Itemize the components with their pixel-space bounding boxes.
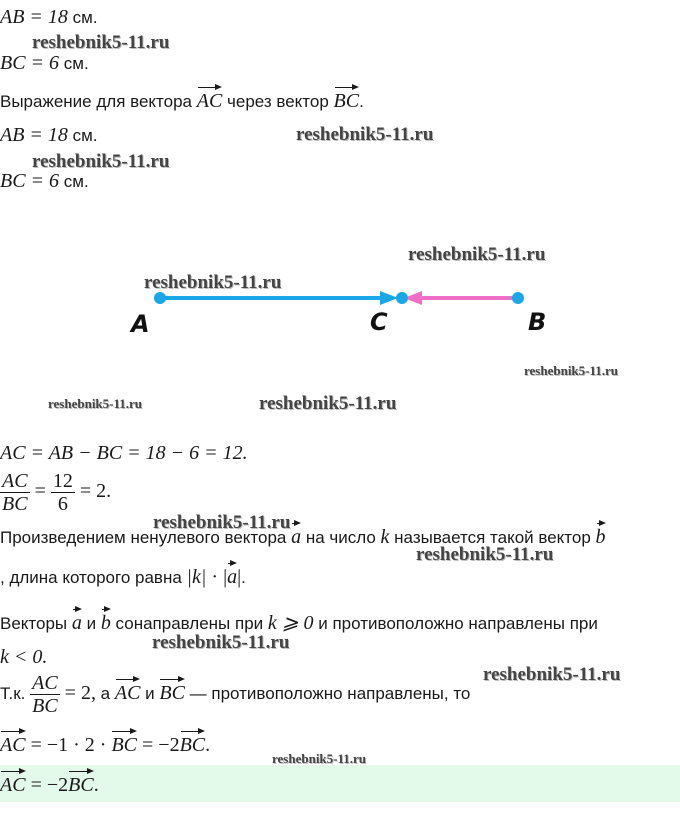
answer-box — [0, 765, 680, 802]
prop-text: сонаправлены при — [110, 614, 268, 633]
def-text: называется такой вектор — [389, 528, 596, 547]
frac-num: AC — [2, 470, 28, 492]
calc-ratio — [0, 470, 111, 515]
prop-text: Векторы — [0, 614, 72, 633]
vector-bc: BC — [68, 768, 94, 797]
def-text: , длина которого равна — [0, 568, 187, 587]
result-line — [0, 728, 210, 757]
fraction-12-6 — [51, 470, 75, 515]
property-line-2 — [0, 646, 47, 669]
label-b: B — [528, 308, 547, 336]
label-a: A — [131, 310, 150, 338]
vector-a: a — [291, 520, 301, 549]
answer-line — [0, 768, 99, 797]
result-end: . — [205, 734, 211, 756]
frac-num: AC — [32, 672, 58, 694]
unit-cm: см. — [67, 126, 98, 145]
given-bc — [0, 52, 89, 75]
math-abs-k: |k| — [186, 566, 207, 588]
math-cond-1: k ⩾ 0 — [267, 612, 314, 634]
math-ab: AB = 18 — [0, 6, 68, 28]
since-line — [0, 672, 470, 717]
vector-a: a — [72, 606, 82, 635]
frac-den: BC — [2, 493, 28, 515]
vector-bc: BC — [111, 728, 137, 757]
vector-bc: BC — [334, 84, 360, 113]
fraction-ac-bc — [30, 672, 60, 717]
vector-a: a — [227, 560, 237, 589]
equals: = — [29, 479, 51, 502]
result-eq: = −2 — [137, 734, 180, 756]
dot: · — [206, 566, 224, 588]
vector-ac: AC — [0, 768, 26, 797]
vector-b: b — [596, 520, 606, 549]
watermark: reshebnik5-11.ru — [32, 151, 170, 172]
label-c: C — [370, 308, 388, 336]
vector-ac: AC — [197, 84, 223, 113]
given-ab — [0, 6, 98, 29]
frac-num: 12 — [52, 470, 73, 492]
math-ac-eq: AC = AB − BC = 18 − 6 = 12. — [0, 442, 248, 464]
since-text: — противоположно направлены, то — [184, 683, 471, 703]
math-cond-2: k < 0. — [0, 646, 48, 668]
vector-bc: BC — [159, 676, 185, 705]
watermark: reshebnik5-11.ru — [32, 32, 170, 53]
watermark: reshebnik5-11.ru — [296, 124, 434, 145]
answer-end: . — [93, 774, 99, 796]
given-ab-2 — [0, 124, 98, 147]
fraction-ac-bc — [0, 470, 30, 515]
watermark: reshebnik5-11.ru — [483, 664, 621, 685]
vector-ac: AC — [0, 728, 26, 757]
answer-mid: = −2 — [25, 774, 69, 796]
vector-bc: BC — [180, 728, 206, 757]
watermark: reshebnik5-11.ru — [416, 544, 554, 565]
point-c — [396, 292, 408, 304]
def-text: Произведением ненулевого вектора — [0, 528, 292, 547]
unit-cm: см. — [59, 172, 89, 191]
def-period: . — [241, 568, 246, 587]
since-text: и — [140, 683, 160, 703]
calc-ac — [0, 442, 248, 465]
unit-cm: см. — [59, 54, 89, 73]
watermark: reshebnik5-11.ru — [272, 751, 367, 766]
vector-ac-arrowhead — [380, 291, 398, 305]
math-bc: BC = 6 — [0, 170, 60, 192]
property-line-1 — [0, 606, 598, 635]
segment-diagram — [0, 270, 680, 350]
watermark: reshebnik5-11.ru — [259, 393, 397, 414]
abs-bar: | — [223, 566, 228, 588]
result-mid: = −1 · 2 · — [25, 734, 112, 756]
frac-den: 6 — [57, 493, 68, 515]
frac-den: BC — [32, 695, 58, 717]
point-b — [512, 292, 524, 304]
equals-two: = 2. — [74, 479, 112, 502]
prop-text: и — [81, 614, 101, 633]
since-tk: Т.к. — [0, 683, 31, 703]
task-statement — [0, 84, 364, 113]
math-k: k — [380, 526, 390, 548]
math-bc: BC = 6 — [0, 52, 60, 74]
definition-line-2 — [0, 560, 246, 589]
watermark: reshebnik5-11.ru — [153, 512, 291, 533]
vector-b: b — [101, 606, 111, 635]
watermark: reshebnik5-11.ru — [408, 244, 546, 265]
watermark: reshebnik5-11.ru — [524, 363, 619, 378]
task-prefix: Выражение для вектора — [0, 92, 197, 111]
task-end: . — [359, 92, 364, 111]
equals-two: = 2, — [59, 681, 96, 704]
watermark: reshebnik5-11.ru — [48, 396, 143, 411]
prop-text: и противоположно направлены при — [313, 614, 598, 633]
def-text: на число — [301, 528, 381, 547]
vector-ac: AC — [115, 676, 141, 705]
task-mid: через вектор — [222, 92, 334, 111]
since-text: а — [95, 683, 115, 703]
abs-bar: | — [237, 566, 242, 588]
watermark: reshebnik5-11.ru — [152, 632, 290, 653]
watermark: reshebnik5-11.ru — [144, 272, 282, 293]
given-bc-2 — [0, 170, 89, 193]
math-ab: AB = 18 — [0, 124, 68, 146]
unit-cm: см. — [67, 8, 98, 27]
